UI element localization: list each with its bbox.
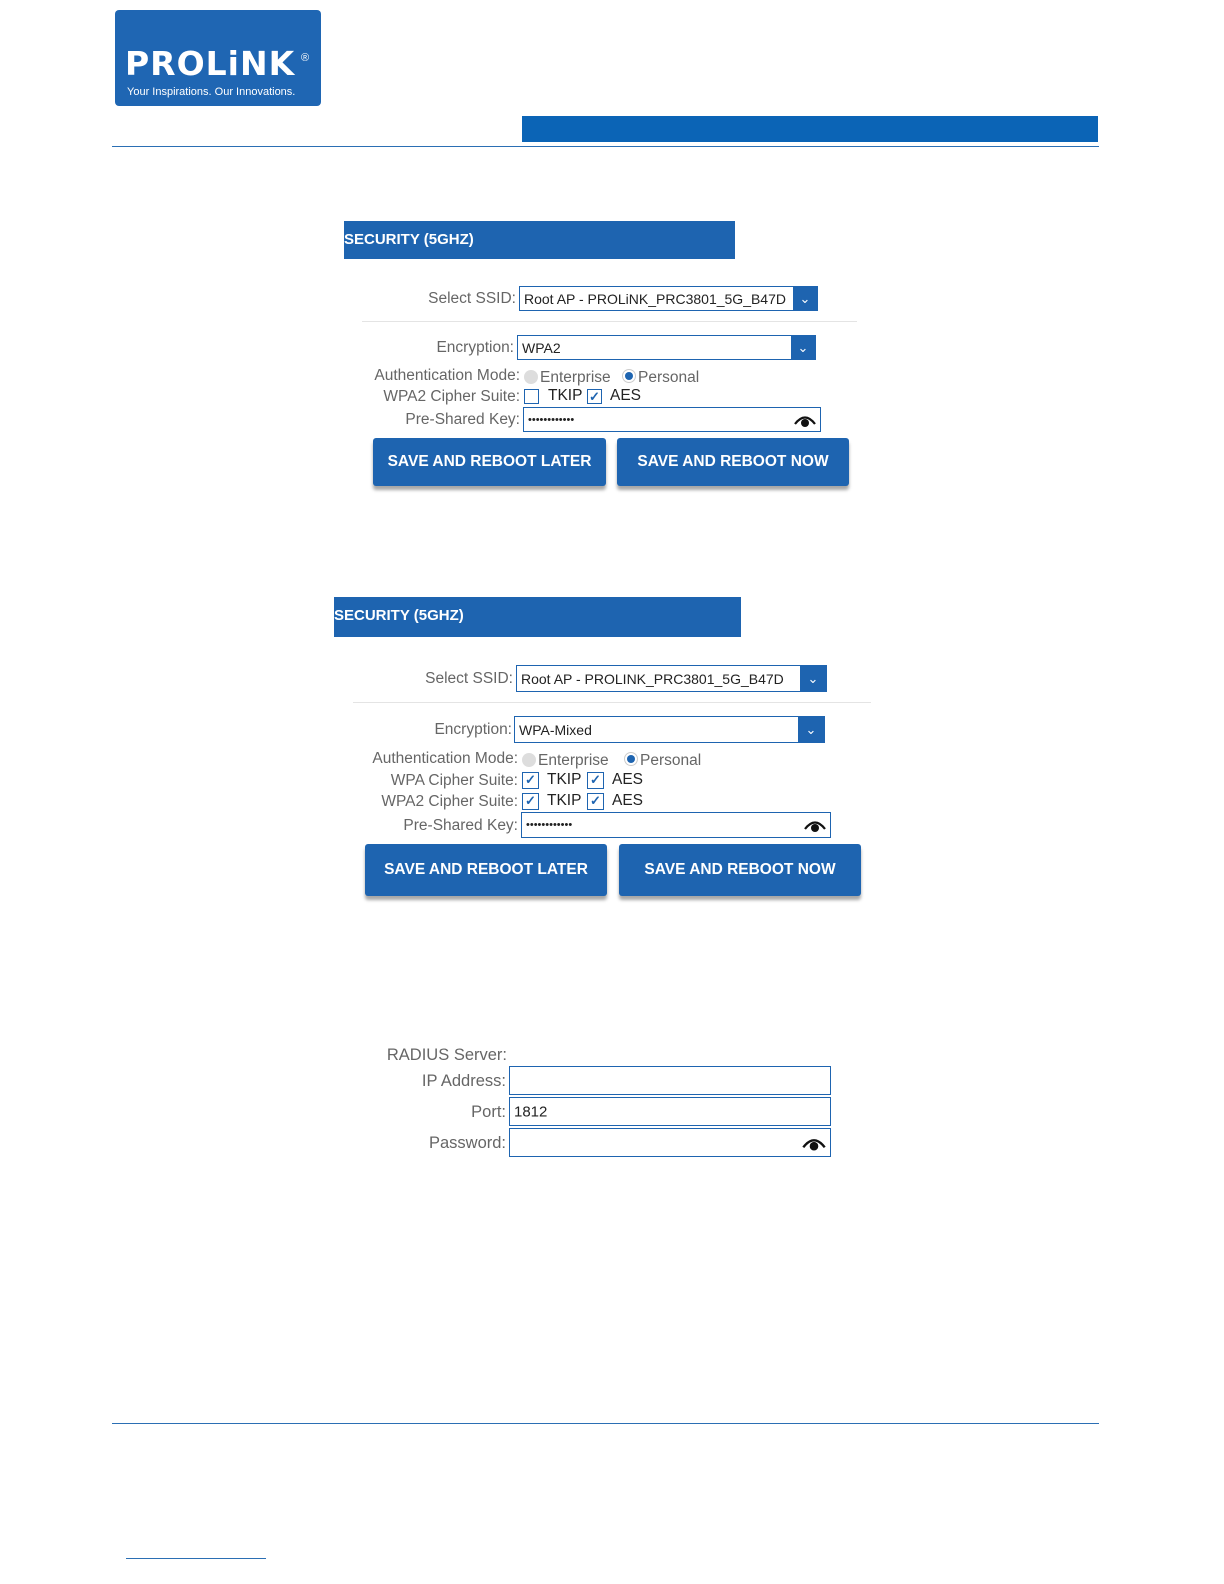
prolink-logo [115,10,321,106]
header-bar [522,116,1098,142]
radius-server-label: RADIUS Server: [386,1046,507,1064]
radius-port-input[interactable] [509,1097,831,1126]
panel2-wpa-tkip-checkbox[interactable]: ✓ [522,772,539,789]
panel1-encryption-value: WPA2 [522,339,561,356]
panel1-auth-label: Authentication Mode: [374,367,520,384]
panel1-auth-personal-radio[interactable] [622,369,636,383]
radius-ip-input[interactable] [509,1066,831,1095]
panel1-psk-input[interactable] [523,407,821,432]
panel2-wpa-tkip-label: TKIP [547,771,582,788]
panel2-psk-input[interactable] [521,812,831,838]
panel2-wpa2-aes-label: AES [612,792,644,809]
chevron-down-icon[interactable]: ⌄ [800,666,826,691]
panel2-auth-personal-radio[interactable] [624,752,638,766]
radius-port-label: Port: [471,1103,506,1121]
panel1-ssid-label: Select SSID: [428,290,516,307]
panel1-encryption-label: Encryption: [436,339,514,356]
panel1-wpa2-aes-checkbox[interactable]: ✓ [587,389,602,404]
radius-port-value: 1812 [514,1103,548,1120]
panel1-wpa2-tkip-label: TKIP [548,387,583,404]
panel2-psk-value: •••••••••••• [526,819,573,831]
panel2-ssid-select[interactable] [516,665,827,692]
panel1-save-reboot-now-button[interactable]: SAVE AND REBOOT NOW [617,438,849,486]
panel2-separator [353,702,871,703]
radius-password-label: Password: [428,1134,506,1152]
header-divider [112,146,1099,147]
panel2-auth-enterprise-radio[interactable] [522,753,536,767]
panel2-ssid-label: Select SSID: [425,670,513,687]
panel2-ssid-value: Root AP - PROLINK_PRC3801_5G_B47D [521,670,784,687]
panel1-ssid-select[interactable] [519,286,818,311]
footer-divider [112,1423,1099,1424]
panel2-encryption-value: WPA-Mixed [519,721,592,738]
panel2-wpa-cipher-label: WPA Cipher Suite: [390,772,518,789]
logo-tagline: Your Inspirations. Our Innovations. [127,86,296,98]
panel2-wpa2-aes-checkbox[interactable]: ✓ [587,793,604,810]
panel1-auth-enterprise-radio[interactable] [524,370,538,384]
panel1-save-reboot-later-button[interactable]: SAVE AND REBOOT LATER [373,438,606,486]
panel2-auth-label: Authentication Mode: [372,750,518,767]
panel2-save-reboot-later-button[interactable]: SAVE AND REBOOT LATER [365,844,607,896]
eye-icon[interactable] [804,818,826,832]
panel2-encryption-label: Encryption: [434,721,512,738]
panel1-psk-value: •••••••••••• [528,413,575,426]
radius-password-input[interactable] [509,1128,831,1157]
logo-brand: PROLiNK [125,44,296,83]
panel1-wpa2-cipher-label: WPA2 Cipher Suite: [383,388,520,405]
panel2-psk-label: Pre-Shared Key: [403,817,518,834]
panel2-auth-enterprise-label: Enterprise [538,752,609,769]
eye-icon[interactable] [802,1135,826,1150]
panel1-auth-personal-label: Personal [638,369,700,386]
panel1-separator [362,321,857,322]
radius-ip-label: IP Address: [421,1072,506,1090]
panel2-encryption-select[interactable] [514,716,825,743]
footer-link-underline [126,1558,266,1559]
panel2-wpa2-tkip-label: TKIP [547,792,582,809]
eye-icon[interactable] [794,413,816,427]
panel1-psk-label: Pre-Shared Key: [405,411,520,428]
panel1-ssid-value: Root AP - PROLiNK_PRC3801_5G_B47D [524,290,786,307]
chevron-down-icon[interactable]: ⌄ [793,287,817,310]
logo-registered-mark: ® [301,52,310,64]
panel1-wpa2-aes-label: AES [610,387,642,404]
panel2-wpa-aes-label: AES [612,771,644,788]
panel2-wpa-aes-checkbox[interactable]: ✓ [587,772,604,789]
panel1-wpa2-tkip-checkbox[interactable] [524,389,539,404]
chevron-down-icon[interactable]: ⌄ [798,717,824,742]
panel1-title: SECURITY (5GHZ) [344,221,735,259]
panel2-save-reboot-now-button[interactable]: SAVE AND REBOOT NOW [619,844,861,896]
panel2-wpa2-cipher-label: WPA2 Cipher Suite: [381,793,518,810]
panel2-title: SECURITY (5GHZ) [334,597,741,637]
panel1-encryption-select[interactable] [517,335,816,360]
panel2-wpa2-tkip-checkbox[interactable]: ✓ [522,793,539,810]
panel1-auth-enterprise-label: Enterprise [540,369,611,386]
chevron-down-icon[interactable]: ⌄ [791,336,815,359]
panel2-auth-personal-label: Personal [640,752,702,769]
